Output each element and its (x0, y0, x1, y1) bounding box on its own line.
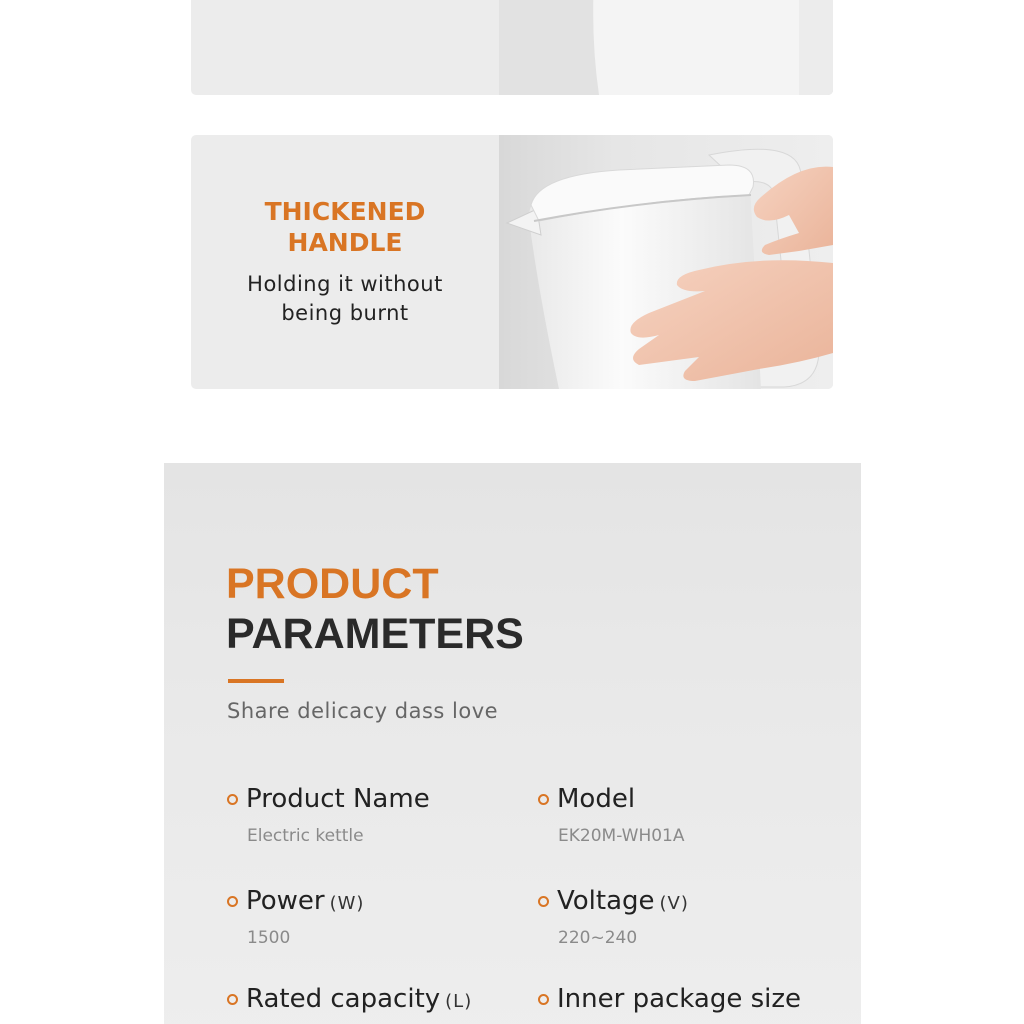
bullet-circle-icon (538, 896, 549, 907)
bullet-circle-icon (227, 994, 238, 1005)
param-value: EK20M-WH01A (558, 826, 685, 846)
param-name: Model (557, 784, 636, 814)
param-label (557, 885, 689, 920)
bullet-circle-icon (227, 794, 238, 805)
feature-card-top (191, 0, 833, 95)
product-parameters-panel (164, 463, 861, 1024)
param-value: 220~240 (558, 928, 638, 948)
param-label (557, 983, 806, 1018)
param-name: Rated capacity (246, 984, 441, 1014)
feature-title: THICKENED HANDLE (264, 197, 426, 257)
param-name: Product Name (246, 784, 430, 814)
title-divider (228, 679, 284, 683)
feature-card-text (191, 135, 499, 389)
bullet-circle-icon (538, 994, 549, 1005)
param-label (246, 783, 435, 818)
param-name: Inner package size (557, 984, 802, 1014)
param-unit: (L) (445, 991, 473, 1012)
feature-card-thickened-handle (191, 135, 833, 389)
param-unit: (W) (329, 893, 365, 914)
param-name: Power (246, 886, 325, 916)
param-name: Voltage (557, 886, 655, 916)
feature-card-top-text (191, 0, 499, 95)
kettle-with-hands-icon (499, 135, 833, 389)
param-value: 1500 (247, 928, 291, 948)
param-value: Electric kettle (247, 826, 364, 846)
parameters-title: PARAMETERS (226, 610, 524, 658)
param-unit: (V) (659, 893, 689, 914)
feature-description: Holding it without being burnt (247, 272, 443, 325)
param-label (246, 983, 472, 1018)
kettle-body-icon (499, 0, 833, 95)
bullet-circle-icon (227, 896, 238, 907)
param-label (557, 783, 640, 818)
bullet-circle-icon (538, 794, 549, 805)
parameters-subtitle: Share delicacy dass love (227, 699, 499, 723)
parameters-title-accent: PRODUCT (226, 560, 439, 608)
param-label (246, 885, 364, 920)
